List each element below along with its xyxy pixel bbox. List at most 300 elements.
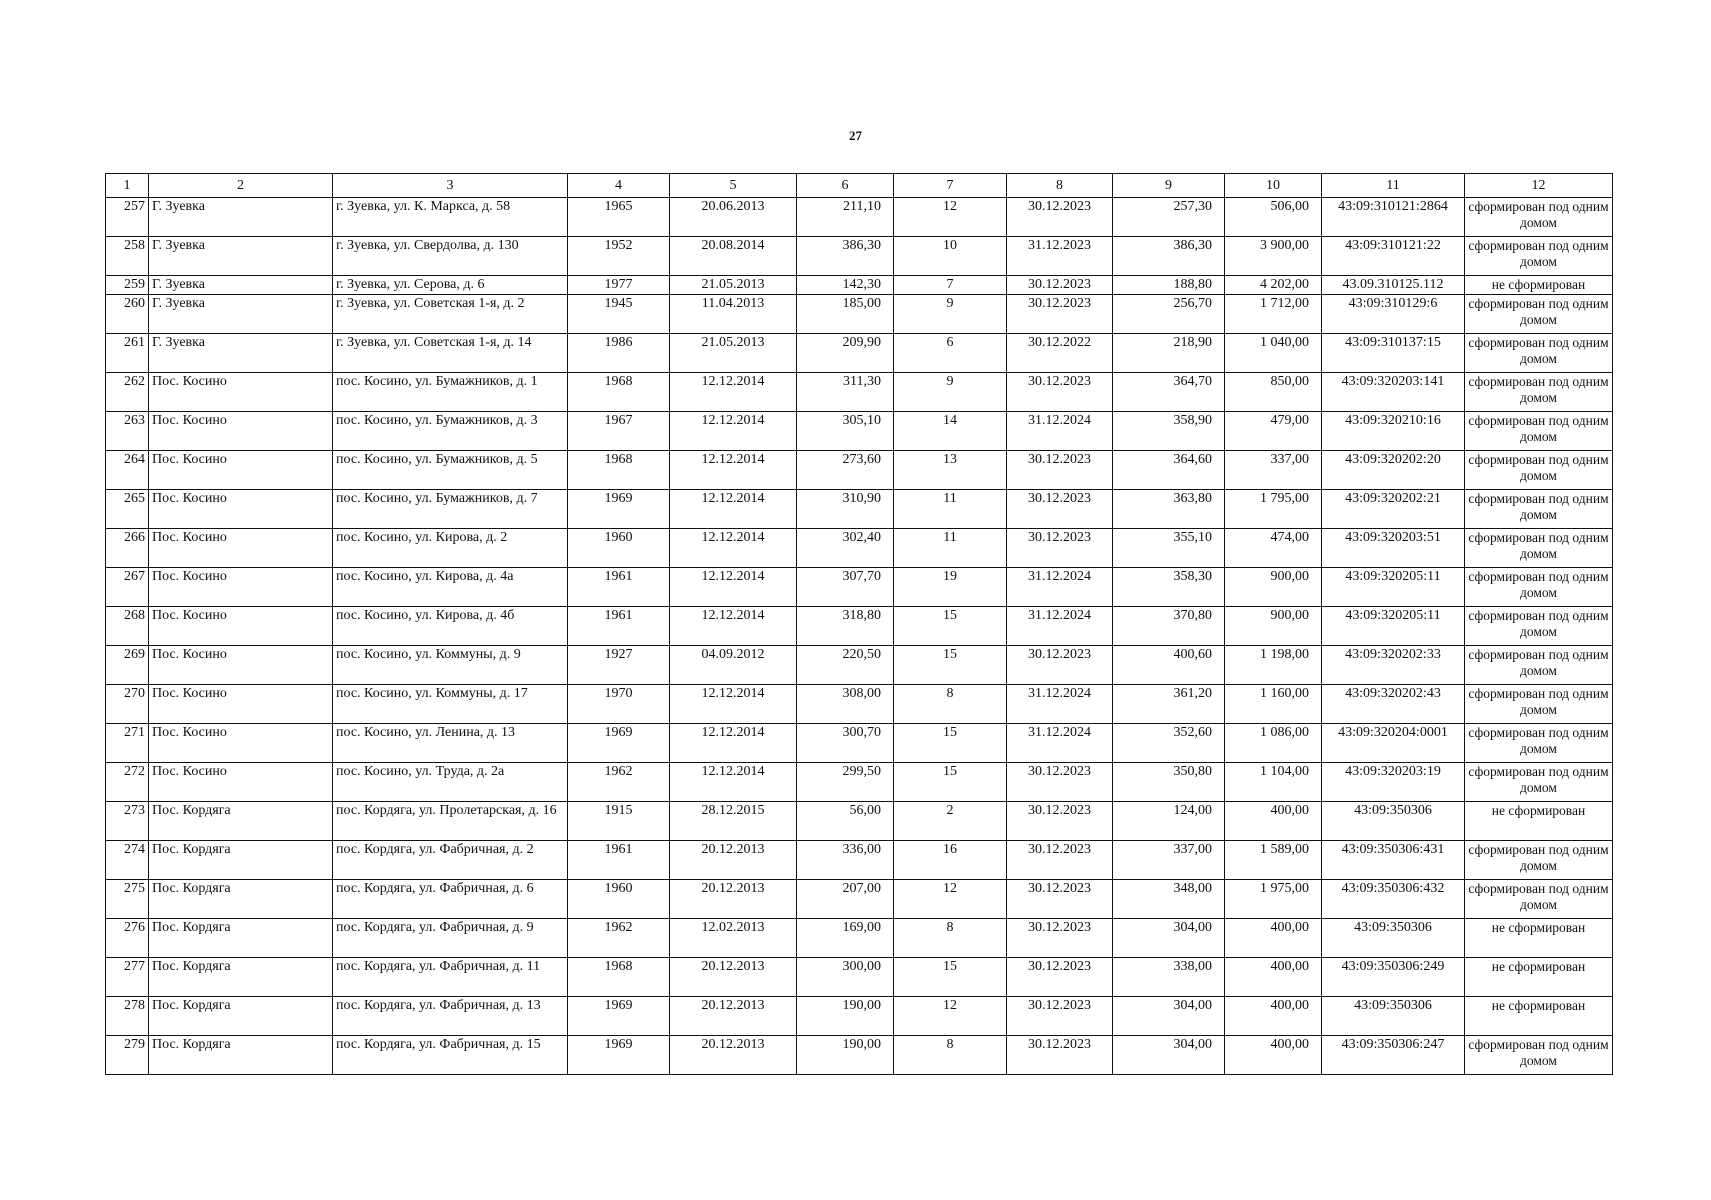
address-cell: г. Зуевка, ул. Советская 1-я, д. 14 xyxy=(333,334,568,373)
row-number-cell: 278 xyxy=(106,997,149,1036)
inspection-date-cell: 20.12.2013 xyxy=(670,880,797,919)
table-row xyxy=(106,958,1613,997)
build-year-cell: 1945 xyxy=(568,295,670,334)
apartments-count-cell: 10 xyxy=(894,237,1007,276)
build-year-cell: 1968 xyxy=(568,373,670,412)
build-year-cell: 1969 xyxy=(568,724,670,763)
deadline-date-cell: 30.12.2023 xyxy=(1007,198,1113,237)
area-cell: 273,60 xyxy=(797,451,894,490)
column-header: 6 xyxy=(797,174,894,198)
column-header: 5 xyxy=(670,174,797,198)
total-area-cell: 355,10 xyxy=(1113,529,1225,568)
total-area-cell: 338,00 xyxy=(1113,958,1225,997)
row-number-cell: 265 xyxy=(106,490,149,529)
apartments-count-cell: 15 xyxy=(894,607,1007,646)
cadastral-number-cell: 43:09:310137:15 xyxy=(1322,334,1465,373)
apartments-count-cell: 7 xyxy=(894,276,1007,295)
area-cell: 299,50 xyxy=(797,763,894,802)
inspection-date-cell: 12.12.2014 xyxy=(670,763,797,802)
land-status-cell: сформирован под одним домом xyxy=(1465,451,1613,490)
address-cell: г. Зуевка, ул. Советская 1-я, д. 2 xyxy=(333,295,568,334)
land-status-cell: не сформирован xyxy=(1465,919,1613,958)
column-header: 2 xyxy=(149,174,333,198)
inspection-date-cell: 12.12.2014 xyxy=(670,373,797,412)
settlement-cell: Г. Зуевка xyxy=(149,334,333,373)
table-row xyxy=(106,451,1613,490)
row-number-cell: 276 xyxy=(106,919,149,958)
land-status-cell: сформирован под одним домом xyxy=(1465,334,1613,373)
build-year-cell: 1969 xyxy=(568,490,670,529)
table-row xyxy=(106,198,1613,237)
row-number-cell: 270 xyxy=(106,685,149,724)
cadastral-number-cell: 43:09:350306:249 xyxy=(1322,958,1465,997)
apartments-count-cell: 8 xyxy=(894,685,1007,724)
table-row xyxy=(106,997,1613,1036)
inspection-date-cell: 12.12.2014 xyxy=(670,412,797,451)
land-status-cell: сформирован под одним домом xyxy=(1465,412,1613,451)
area-cell: 310,90 xyxy=(797,490,894,529)
address-cell: пос. Косино, ул. Труда, д. 2а xyxy=(333,763,568,802)
total-area-cell: 124,00 xyxy=(1113,802,1225,841)
area-cell: 56,00 xyxy=(797,802,894,841)
address-cell: пос. Косино, ул. Коммуны, д. 17 xyxy=(333,685,568,724)
land-area-cell: 1 086,00 xyxy=(1225,724,1322,763)
build-year-cell: 1915 xyxy=(568,802,670,841)
land-status-cell: сформирован под одним домом xyxy=(1465,568,1613,607)
land-status-cell: сформирован под одним домом xyxy=(1465,490,1613,529)
area-cell: 169,00 xyxy=(797,919,894,958)
settlement-cell: Пос. Косино xyxy=(149,763,333,802)
apartments-count-cell: 12 xyxy=(894,198,1007,237)
land-area-cell: 4 202,00 xyxy=(1225,276,1322,295)
address-cell: пос. Кордяга, ул. Фабричная, д. 15 xyxy=(333,1036,568,1075)
inspection-date-cell: 20.12.2013 xyxy=(670,958,797,997)
settlement-cell: Г. Зуевка xyxy=(149,276,333,295)
build-year-cell: 1965 xyxy=(568,198,670,237)
land-area-cell: 1 975,00 xyxy=(1225,880,1322,919)
total-area-cell: 188,80 xyxy=(1113,276,1225,295)
cadastral-number-cell: 43:09:320203:141 xyxy=(1322,373,1465,412)
area-cell: 308,00 xyxy=(797,685,894,724)
settlement-cell: Пос. Кордяга xyxy=(149,880,333,919)
apartments-count-cell: 11 xyxy=(894,490,1007,529)
settlement-cell: Г. Зуевка xyxy=(149,237,333,276)
build-year-cell: 1967 xyxy=(568,412,670,451)
land-status-cell: сформирован под одним домом xyxy=(1465,373,1613,412)
land-area-cell: 1 795,00 xyxy=(1225,490,1322,529)
build-year-cell: 1968 xyxy=(568,451,670,490)
deadline-date-cell: 31.12.2024 xyxy=(1007,607,1113,646)
land-status-cell: сформирован под одним домом xyxy=(1465,607,1613,646)
build-year-cell: 1960 xyxy=(568,880,670,919)
total-area-cell: 358,90 xyxy=(1113,412,1225,451)
area-cell: 300,70 xyxy=(797,724,894,763)
address-cell: пос. Косино, ул. Бумажников, д. 7 xyxy=(333,490,568,529)
apartments-count-cell: 13 xyxy=(894,451,1007,490)
land-area-cell: 400,00 xyxy=(1225,919,1322,958)
column-header: 10 xyxy=(1225,174,1322,198)
cadastral-number-cell: 43:09:350306 xyxy=(1322,919,1465,958)
build-year-cell: 1969 xyxy=(568,997,670,1036)
cadastral-number-cell: 43:09:310129:6 xyxy=(1322,295,1465,334)
land-status-cell: сформирован под одним домом xyxy=(1465,841,1613,880)
total-area-cell: 304,00 xyxy=(1113,919,1225,958)
address-cell: г. Зуевка, ул. Серова, д. 6 xyxy=(333,276,568,295)
cadastral-number-cell: 43:09:320203:19 xyxy=(1322,763,1465,802)
apartments-count-cell: 12 xyxy=(894,997,1007,1036)
land-status-cell: сформирован под одним домом xyxy=(1465,880,1613,919)
address-cell: пос. Косино, ул. Бумажников, д. 3 xyxy=(333,412,568,451)
land-status-cell: сформирован под одним домом xyxy=(1465,646,1613,685)
address-cell: пос. Косино, ул. Кирова, д. 4б xyxy=(333,607,568,646)
settlement-cell: Пос. Кордяга xyxy=(149,958,333,997)
deadline-date-cell: 30.12.2023 xyxy=(1007,1036,1113,1075)
apartments-count-cell: 15 xyxy=(894,958,1007,997)
land-status-cell: сформирован под одним домом xyxy=(1465,529,1613,568)
area-cell: 190,00 xyxy=(797,997,894,1036)
land-area-cell: 1 104,00 xyxy=(1225,763,1322,802)
table-row xyxy=(106,237,1613,276)
row-number-cell: 277 xyxy=(106,958,149,997)
settlement-cell: Пос. Косино xyxy=(149,568,333,607)
apartments-count-cell: 9 xyxy=(894,373,1007,412)
apartments-count-cell: 15 xyxy=(894,724,1007,763)
deadline-date-cell: 30.12.2023 xyxy=(1007,295,1113,334)
column-header: 9 xyxy=(1113,174,1225,198)
apartments-count-cell: 16 xyxy=(894,841,1007,880)
total-area-cell: 304,00 xyxy=(1113,997,1225,1036)
table-row xyxy=(106,763,1613,802)
cadastral-number-cell: 43:09:320210:16 xyxy=(1322,412,1465,451)
address-cell: пос. Косино, ул. Бумажников, д. 1 xyxy=(333,373,568,412)
land-area-cell: 400,00 xyxy=(1225,1036,1322,1075)
land-status-cell: сформирован под одним домом xyxy=(1465,685,1613,724)
column-number-row xyxy=(106,174,1613,198)
settlement-cell: Пос. Кордяга xyxy=(149,997,333,1036)
address-cell: пос. Кордяга, ул. Фабричная, д. 11 xyxy=(333,958,568,997)
cadastral-number-cell: 43:09:320203:51 xyxy=(1322,529,1465,568)
area-cell: 305,10 xyxy=(797,412,894,451)
settlement-cell: Пос. Косино xyxy=(149,490,333,529)
cadastral-number-cell: 43:09:350306:431 xyxy=(1322,841,1465,880)
build-year-cell: 1962 xyxy=(568,919,670,958)
table-row xyxy=(106,880,1613,919)
total-area-cell: 370,80 xyxy=(1113,607,1225,646)
cadastral-number-cell: 43:09:320204:0001 xyxy=(1322,724,1465,763)
table-row xyxy=(106,529,1613,568)
table-row xyxy=(106,646,1613,685)
apartments-count-cell: 15 xyxy=(894,763,1007,802)
inspection-date-cell: 12.12.2014 xyxy=(670,451,797,490)
address-cell: г. Зуевка, ул. К. Маркса, д. 58 xyxy=(333,198,568,237)
inspection-date-cell: 12.12.2014 xyxy=(670,685,797,724)
column-header: 8 xyxy=(1007,174,1113,198)
column-header: 1 xyxy=(106,174,149,198)
row-number-cell: 261 xyxy=(106,334,149,373)
build-year-cell: 1961 xyxy=(568,607,670,646)
row-number-cell: 258 xyxy=(106,237,149,276)
land-area-cell: 1 040,00 xyxy=(1225,334,1322,373)
inspection-date-cell: 21.05.2013 xyxy=(670,334,797,373)
apartments-count-cell: 15 xyxy=(894,646,1007,685)
land-status-cell: не сформирован xyxy=(1465,276,1613,295)
deadline-date-cell: 31.12.2024 xyxy=(1007,685,1113,724)
row-number-cell: 263 xyxy=(106,412,149,451)
build-year-cell: 1977 xyxy=(568,276,670,295)
land-status-cell: сформирован под одним домом xyxy=(1465,763,1613,802)
inspection-date-cell: 20.06.2013 xyxy=(670,198,797,237)
table-row xyxy=(106,412,1613,451)
column-header: 4 xyxy=(568,174,670,198)
table-row xyxy=(106,841,1613,880)
land-status-cell: не сформирован xyxy=(1465,958,1613,997)
inspection-date-cell: 20.08.2014 xyxy=(670,237,797,276)
table-row xyxy=(106,276,1613,295)
area-cell: 300,00 xyxy=(797,958,894,997)
land-area-cell: 400,00 xyxy=(1225,802,1322,841)
area-cell: 302,40 xyxy=(797,529,894,568)
address-cell: пос. Кордяга, ул. Пролетарская, д. 16 xyxy=(333,802,568,841)
row-number-cell: 274 xyxy=(106,841,149,880)
row-number-cell: 257 xyxy=(106,198,149,237)
deadline-date-cell: 30.12.2023 xyxy=(1007,276,1113,295)
table-row xyxy=(106,334,1613,373)
area-cell: 220,50 xyxy=(797,646,894,685)
apartments-count-cell: 8 xyxy=(894,1036,1007,1075)
table-row xyxy=(106,802,1613,841)
land-area-cell: 900,00 xyxy=(1225,607,1322,646)
area-cell: 311,30 xyxy=(797,373,894,412)
table-row xyxy=(106,568,1613,607)
deadline-date-cell: 30.12.2023 xyxy=(1007,451,1113,490)
build-year-cell: 1961 xyxy=(568,841,670,880)
address-cell: пос. Косино, ул. Кирова, д. 4а xyxy=(333,568,568,607)
land-area-cell: 850,00 xyxy=(1225,373,1322,412)
build-year-cell: 1968 xyxy=(568,958,670,997)
deadline-date-cell: 30.12.2022 xyxy=(1007,334,1113,373)
row-number-cell: 275 xyxy=(106,880,149,919)
area-cell: 142,30 xyxy=(797,276,894,295)
apartments-count-cell: 14 xyxy=(894,412,1007,451)
total-area-cell: 361,20 xyxy=(1113,685,1225,724)
deadline-date-cell: 30.12.2023 xyxy=(1007,880,1113,919)
total-area-cell: 304,00 xyxy=(1113,1036,1225,1075)
land-area-cell: 1 589,00 xyxy=(1225,841,1322,880)
row-number-cell: 266 xyxy=(106,529,149,568)
settlement-cell: Пос. Косино xyxy=(149,724,333,763)
build-year-cell: 1961 xyxy=(568,568,670,607)
deadline-date-cell: 31.12.2024 xyxy=(1007,412,1113,451)
inspection-date-cell: 28.12.2015 xyxy=(670,802,797,841)
row-number-cell: 268 xyxy=(106,607,149,646)
total-area-cell: 218,90 xyxy=(1113,334,1225,373)
apartments-count-cell: 12 xyxy=(894,880,1007,919)
apartments-count-cell: 2 xyxy=(894,802,1007,841)
total-area-cell: 352,60 xyxy=(1113,724,1225,763)
deadline-date-cell: 30.12.2023 xyxy=(1007,802,1113,841)
inspection-date-cell: 12.12.2014 xyxy=(670,490,797,529)
settlement-cell: Г. Зуевка xyxy=(149,198,333,237)
land-status-cell: сформирован под одним домом xyxy=(1465,237,1613,276)
settlement-cell: Пос. Косино xyxy=(149,646,333,685)
land-area-cell: 400,00 xyxy=(1225,958,1322,997)
total-area-cell: 256,70 xyxy=(1113,295,1225,334)
area-cell: 190,00 xyxy=(797,1036,894,1075)
deadline-date-cell: 30.12.2023 xyxy=(1007,841,1113,880)
deadline-date-cell: 31.12.2023 xyxy=(1007,237,1113,276)
land-area-cell: 1 160,00 xyxy=(1225,685,1322,724)
deadline-date-cell: 31.12.2024 xyxy=(1007,568,1113,607)
address-cell: пос. Кордяга, ул. Фабричная, д. 2 xyxy=(333,841,568,880)
column-header: 3 xyxy=(333,174,568,198)
total-area-cell: 364,60 xyxy=(1113,451,1225,490)
deadline-date-cell: 30.12.2023 xyxy=(1007,763,1113,802)
land-area-cell: 1 712,00 xyxy=(1225,295,1322,334)
cadastral-number-cell: 43:09:350306 xyxy=(1322,997,1465,1036)
area-cell: 386,30 xyxy=(797,237,894,276)
deadline-date-cell: 30.12.2023 xyxy=(1007,997,1113,1036)
settlement-cell: Пос. Кордяга xyxy=(149,1036,333,1075)
address-cell: пос. Косино, ул. Бумажников, д. 5 xyxy=(333,451,568,490)
row-number-cell: 279 xyxy=(106,1036,149,1075)
total-area-cell: 364,70 xyxy=(1113,373,1225,412)
settlement-cell: Пос. Кордяга xyxy=(149,802,333,841)
cadastral-number-cell: 43:09:320202:20 xyxy=(1322,451,1465,490)
settlement-cell: Пос. Косино xyxy=(149,607,333,646)
area-cell: 209,90 xyxy=(797,334,894,373)
column-header: 11 xyxy=(1322,174,1465,198)
cadastral-number-cell: 43:09:320202:21 xyxy=(1322,490,1465,529)
cadastral-number-cell: 43.09.310125.112 xyxy=(1322,276,1465,295)
land-status-cell: сформирован под одним домом xyxy=(1465,198,1613,237)
land-status-cell: не сформирован xyxy=(1465,997,1613,1036)
address-cell: пос. Кордяга, ул. Фабричная, д. 6 xyxy=(333,880,568,919)
cadastral-number-cell: 43:09:320205:11 xyxy=(1322,568,1465,607)
cadastral-number-cell: 43:09:350306 xyxy=(1322,802,1465,841)
settlement-cell: Пос. Кордяга xyxy=(149,919,333,958)
settlement-cell: Г. Зуевка xyxy=(149,295,333,334)
address-cell: пос. Кордяга, ул. Фабричная, д. 9 xyxy=(333,919,568,958)
table-row xyxy=(106,295,1613,334)
cadastral-number-cell: 43:09:310121:22 xyxy=(1322,237,1465,276)
land-area-cell: 1 198,00 xyxy=(1225,646,1322,685)
table-row xyxy=(106,919,1613,958)
inspection-date-cell: 04.09.2012 xyxy=(670,646,797,685)
row-number-cell: 272 xyxy=(106,763,149,802)
total-area-cell: 257,30 xyxy=(1113,198,1225,237)
table-row xyxy=(106,724,1613,763)
land-area-cell: 3 900,00 xyxy=(1225,237,1322,276)
total-area-cell: 348,00 xyxy=(1113,880,1225,919)
land-area-cell: 900,00 xyxy=(1225,568,1322,607)
settlement-cell: Пос. Косино xyxy=(149,451,333,490)
area-cell: 318,80 xyxy=(797,607,894,646)
cadastral-number-cell: 43:09:350306:247 xyxy=(1322,1036,1465,1075)
settlement-cell: Пос. Кордяга xyxy=(149,841,333,880)
total-area-cell: 386,30 xyxy=(1113,237,1225,276)
inspection-date-cell: 12.12.2014 xyxy=(670,607,797,646)
row-number-cell: 260 xyxy=(106,295,149,334)
table-row xyxy=(106,490,1613,529)
settlement-cell: Пос. Косино xyxy=(149,529,333,568)
build-year-cell: 1986 xyxy=(568,334,670,373)
settlement-cell: Пос. Косино xyxy=(149,412,333,451)
inspection-date-cell: 21.05.2013 xyxy=(670,276,797,295)
land-status-cell: сформирован под одним домом xyxy=(1465,724,1613,763)
inspection-date-cell: 11.04.2013 xyxy=(670,295,797,334)
housing-registry-table xyxy=(105,173,1613,1075)
total-area-cell: 350,80 xyxy=(1113,763,1225,802)
table-row xyxy=(106,607,1613,646)
address-cell: пос. Косино, ул. Ленина, д. 13 xyxy=(333,724,568,763)
inspection-date-cell: 20.12.2013 xyxy=(670,841,797,880)
build-year-cell: 1969 xyxy=(568,1036,670,1075)
area-cell: 336,00 xyxy=(797,841,894,880)
cadastral-number-cell: 43:09:350306:432 xyxy=(1322,880,1465,919)
deadline-date-cell: 30.12.2023 xyxy=(1007,490,1113,529)
land-area-cell: 474,00 xyxy=(1225,529,1322,568)
column-header: 12 xyxy=(1465,174,1613,198)
page-number: 27 xyxy=(849,128,862,143)
table-row xyxy=(106,1036,1613,1075)
area-cell: 185,00 xyxy=(797,295,894,334)
build-year-cell: 1970 xyxy=(568,685,670,724)
row-number-cell: 269 xyxy=(106,646,149,685)
area-cell: 307,70 xyxy=(797,568,894,607)
total-area-cell: 400,60 xyxy=(1113,646,1225,685)
total-area-cell: 358,30 xyxy=(1113,568,1225,607)
deadline-date-cell: 30.12.2023 xyxy=(1007,529,1113,568)
apartments-count-cell: 6 xyxy=(894,334,1007,373)
cadastral-number-cell: 43:09:320205:11 xyxy=(1322,607,1465,646)
row-number-cell: 262 xyxy=(106,373,149,412)
total-area-cell: 337,00 xyxy=(1113,841,1225,880)
apartments-count-cell: 19 xyxy=(894,568,1007,607)
land-area-cell: 506,00 xyxy=(1225,198,1322,237)
build-year-cell: 1960 xyxy=(568,529,670,568)
total-area-cell: 363,80 xyxy=(1113,490,1225,529)
row-number-cell: 273 xyxy=(106,802,149,841)
address-cell: пос. Косино, ул. Кирова, д. 2 xyxy=(333,529,568,568)
build-year-cell: 1927 xyxy=(568,646,670,685)
cadastral-number-cell: 43:09:310121:2864 xyxy=(1322,198,1465,237)
row-number-cell: 259 xyxy=(106,276,149,295)
apartments-count-cell: 8 xyxy=(894,919,1007,958)
inspection-date-cell: 20.12.2013 xyxy=(670,997,797,1036)
land-area-cell: 400,00 xyxy=(1225,997,1322,1036)
column-header: 7 xyxy=(894,174,1007,198)
settlement-cell: Пос. Косино xyxy=(149,373,333,412)
table-row xyxy=(106,373,1613,412)
cadastral-number-cell: 43:09:320202:33 xyxy=(1322,646,1465,685)
deadline-date-cell: 31.12.2024 xyxy=(1007,724,1113,763)
deadline-date-cell: 30.12.2023 xyxy=(1007,958,1113,997)
land-area-cell: 337,00 xyxy=(1225,451,1322,490)
table-row xyxy=(106,685,1613,724)
land-area-cell: 479,00 xyxy=(1225,412,1322,451)
apartments-count-cell: 9 xyxy=(894,295,1007,334)
row-number-cell: 267 xyxy=(106,568,149,607)
inspection-date-cell: 20.12.2013 xyxy=(670,1036,797,1075)
land-status-cell: сформирован под одним домом xyxy=(1465,1036,1613,1075)
land-status-cell: не сформирован xyxy=(1465,802,1613,841)
inspection-date-cell: 12.12.2014 xyxy=(670,529,797,568)
row-number-cell: 271 xyxy=(106,724,149,763)
row-number-cell: 264 xyxy=(106,451,149,490)
build-year-cell: 1952 xyxy=(568,237,670,276)
build-year-cell: 1962 xyxy=(568,763,670,802)
cadastral-number-cell: 43:09:320202:43 xyxy=(1322,685,1465,724)
